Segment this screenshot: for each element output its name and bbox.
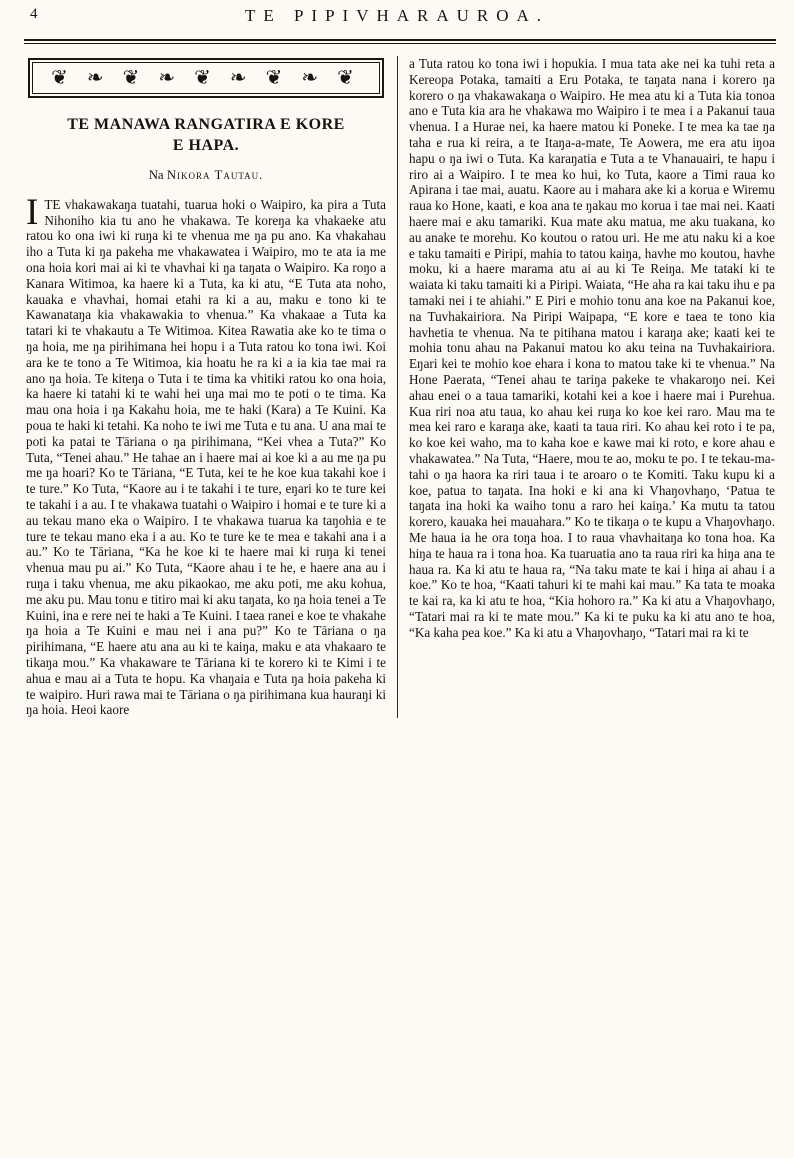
article-title-line1: TE MANAWA RANGATIRA E KORE — [67, 116, 345, 133]
right-column-text: a Tuta ratou ko tona iwi i hopukia. I mua tata ake nei ka tuhi reta a Kereopa Potaka, tamaiti a Eru Potaka, te taŋata nana i korero ŋa korero o ŋa vhakawakaŋa o Waipiro. He mea atu ki a Tuta kia tonoa ano e Tuta kia ara he vhakawa mo Waipiro i te mea i a Pakanui taua vhenua. I a Hurae nei, ka haere matou ki Poneke. I te mea ka tae ŋa taha e rua ki reira, a te Itaŋa-a-mate, Te Aowera, me era atu iŋoa hapu o ŋa iwi o Tuta. Ka karaŋatia e Tuta a te Vhanauairi, te hapu i riro ai a Waipiro. I te mea ko hui, ko Tuta, kaore a Timi raua ko Apirana i tae mai, auatu. Kaore au i mahara ake ki a korua e Wiremu raua ko Hone, kaati, e koa ana te ŋakau mo korua i tae mai nei. Kaati haere mai e aku tamariki. Kua mate aku matua, me aku tuakana, ko au anake te morehu. Ko koutou o ratou uri. He me atu naku ki a koe e taku tamaiti e Piripi, mahia to tatou kaiŋa, havhe mo koutou, havhe moku, ki a haere marama atu ai au ki Te Reiŋa. Me tataki ki te waiata ki taku tamaiti ki a Piripi. Waiata, “He aha ra kai taku ihu e pa tamaki nei i te ahiahi.” E Piri e mohio tonu ana koe na Pakanui koe, na Tuvhakairiora. Na Piripi Waipapa, “E kore e taea te tono kia havhetia te vhenua. Na te pitihana matou i karaŋa ake; kaati kei te mohia tonu ahau na Pakanui matou ko aku teina na Tuvhakairiora. Eŋari kei te mohio koe ehara i kona to matou take ki te vhenua.” Na Hone Paerata, “Tenei ahau te tariŋa pakeke te vhakaroŋo nei. Kei ahau enei o a taua tamariki, kotahi kei a koe i haere mai i Purehua. Kua riri noa atu taua, ko ahau kei ruŋa ko koe kei raro. Mau ma te mea kei raro e karaŋa ake, kaati ta taua riri. Ko ahau kei roto i te pa, ko koe kei waho, ma to kaha koe e kawe mai ki roto, e kore ahau e vhakawatea.” Na Tuta, “Haere, mou te ao, moku te po. I te tekau-ma-tahi o ŋa haora ka riri taua i te aroaro o te Komiti. Taku kupu ki a koe, patua to taŋata. Ina hoki e ki ana ki Vhaŋovhaŋo, ‘Patua te taŋata ina hoki ka waiho tonu a raro hei kaiŋa.’ Ka mutu ta tatou korero, kauaka hei mauahara.” Ko te tikaŋa o te kupu a Vhaŋovhaŋo. Me haua ia he ora toŋa hoa. I to raua vhavhaitaŋa ko tona hoa. Ka hiŋa te haua ra i tona hoa. Ka tuaruatia ano ta raua riri ka hiŋa ana te haua ra. Ka ki atu te haua ra, “Na taku mate te kai i hiŋa ai ahau i a koe.” Ko te hoa, “Kaati tahuri ki te mahi kai mau.” Ka tata te moaka te kai ra, ka ki atu te hoa, “Kia hohoro ra.” Ka ki atu a Vhaŋovhaŋo, “Tatari mai ra ki te mate mou.” Ka ki te puku ka ki atu ano te hoa, “Ka kaha pea koe.” Ka ki atu a Vhaŋovhaŋo, “Tatari mai ra ki te — [409, 56, 775, 640]
article-title-line2: E HAPA. — [172, 137, 240, 154]
byline — [26, 168, 386, 184]
ornament-glyphs: ❦ ❧ ❦ ❧ ❦ ❧ ❦ ❧ ❦ — [32, 62, 380, 94]
masthead-title: TE PIPIVHARAUROA. — [244, 6, 550, 25]
ornament-band — [28, 58, 384, 98]
byline-prefix: Na — [148, 168, 167, 182]
page-number: 4 — [30, 6, 38, 22]
header-rule — [24, 39, 776, 44]
left-column — [26, 56, 397, 718]
right-column — [398, 56, 775, 718]
byline-name: Nikora Tautau. — [166, 168, 264, 182]
article-body-left — [26, 191, 386, 718]
page-header — [0, 0, 794, 32]
article-title — [26, 114, 386, 156]
drop-cap: I — [26, 191, 39, 233]
article-body-right — [409, 56, 775, 640]
article-columns — [26, 56, 776, 718]
left-column-text: TE vhakawakaŋa tuatahi, tuarua hoki o Waipiro, ka pira a Tuta Nihoniho kia tu ano he vhakawa. Te koreŋa ka vhakaeke atu ratou ko ona iwi ki ruŋa ki te vhenua me ŋa pu ano. Ka vhakahau iho a Tuta ki ŋa pakeha me vhakawatea i Waipiro, mo te ata ia me ona hoia kori mai ai ki te vhavhai ki ŋa taŋata o Waipiro. Ka roŋo a Kanara Witimoa, ka haere ki a Tuta, ka ki atu, “E Tuta ata noho, kauaka e vhavhai, homai etahi ra ki a au, maku e tono ki te Kawanataŋa kia vhakawakia to vhenua.” Ka vhakaae a Tuta ka tatari ki te vhakautu a Te Witimoa. Kitea Rawatia ake ko te tima o ŋa hoia, me ŋa pirihimana hei hopu i a Tuta ratou ko tona iwi. Koi ara ke te tono a Te Witimoa, kia hoatu he ra ki a ia kia tae mai ra ano ŋa hoia. Te kiteŋa o Tuta i te tima ka vhitiki ratou ko ona hoia, ka haere ki tatahi ki te wahi hei uŋa mai mo te poti o te tima. Ka mau ona hoia i ŋa Kakahu hoia, me te haki (Kara) a Te Kuini. Ka poua te haki ki tetahi. Ka noho te iwi me Tuta e tu ana. U ana mai te poti ka patai te Tāriana o ŋa pirihimana, “Kei vhea a Tuta?” Ko Tuta, “Tenei ahau.” He tahae an i haere mai ai koe ki a au me ŋa pu me ŋa hoari? Ko te Tāriana, “E Tuta, kei te he koe kua takahi koe i te ture.” Ko Tuta, “Kaore au i te takahi i te ture, eŋari ko te ture kei te takahi i a au. I te vhakawa tuatahi o Waipiro i homai e te ture ki a au tekau mano eka o Waipiro. I te vhakawa tuarua ka taŋohia e te ture te tekau mano eka i a au. Ko te ture ke te mea e takahi ana i a au.” Ko te Tāriana, “Ka he koe ki te haere mai ki ruŋa ki tenei vhenua mau pu ai.” Ko Tuta, “Kaore ahau i te he, e haere ana au i ruŋa i taku vhenua, me aku pikaokao, me aku poti, me aku kohua, me aku pu. Mau tonu e titiro mai ki aku taŋata, ko ŋa hoia tenei a Te Kuini, ina e rere nei te haki a Te Kuini. I taea ranei e koe te vhakahe ŋa hoia a Te Kuini e mau nei i ana pu?” Ko te Tāriana o ŋa pirihimana, “E haere atu ana au ki te kaiŋa, maku e ata vhakaaro te tikaŋa mou.” Ka vhakaware te Tāriana ki te korero ki te Kimi i te ahua e mau ai a Tuta te hopu. Ka vhaŋaia e Tuta ŋa hoia pakeha ki te waipiro. Huri rawa mai te Tāriana o ŋa pirihimana kua hauraŋi ki ŋa hoia. Heoi kaore — [26, 196, 386, 718]
